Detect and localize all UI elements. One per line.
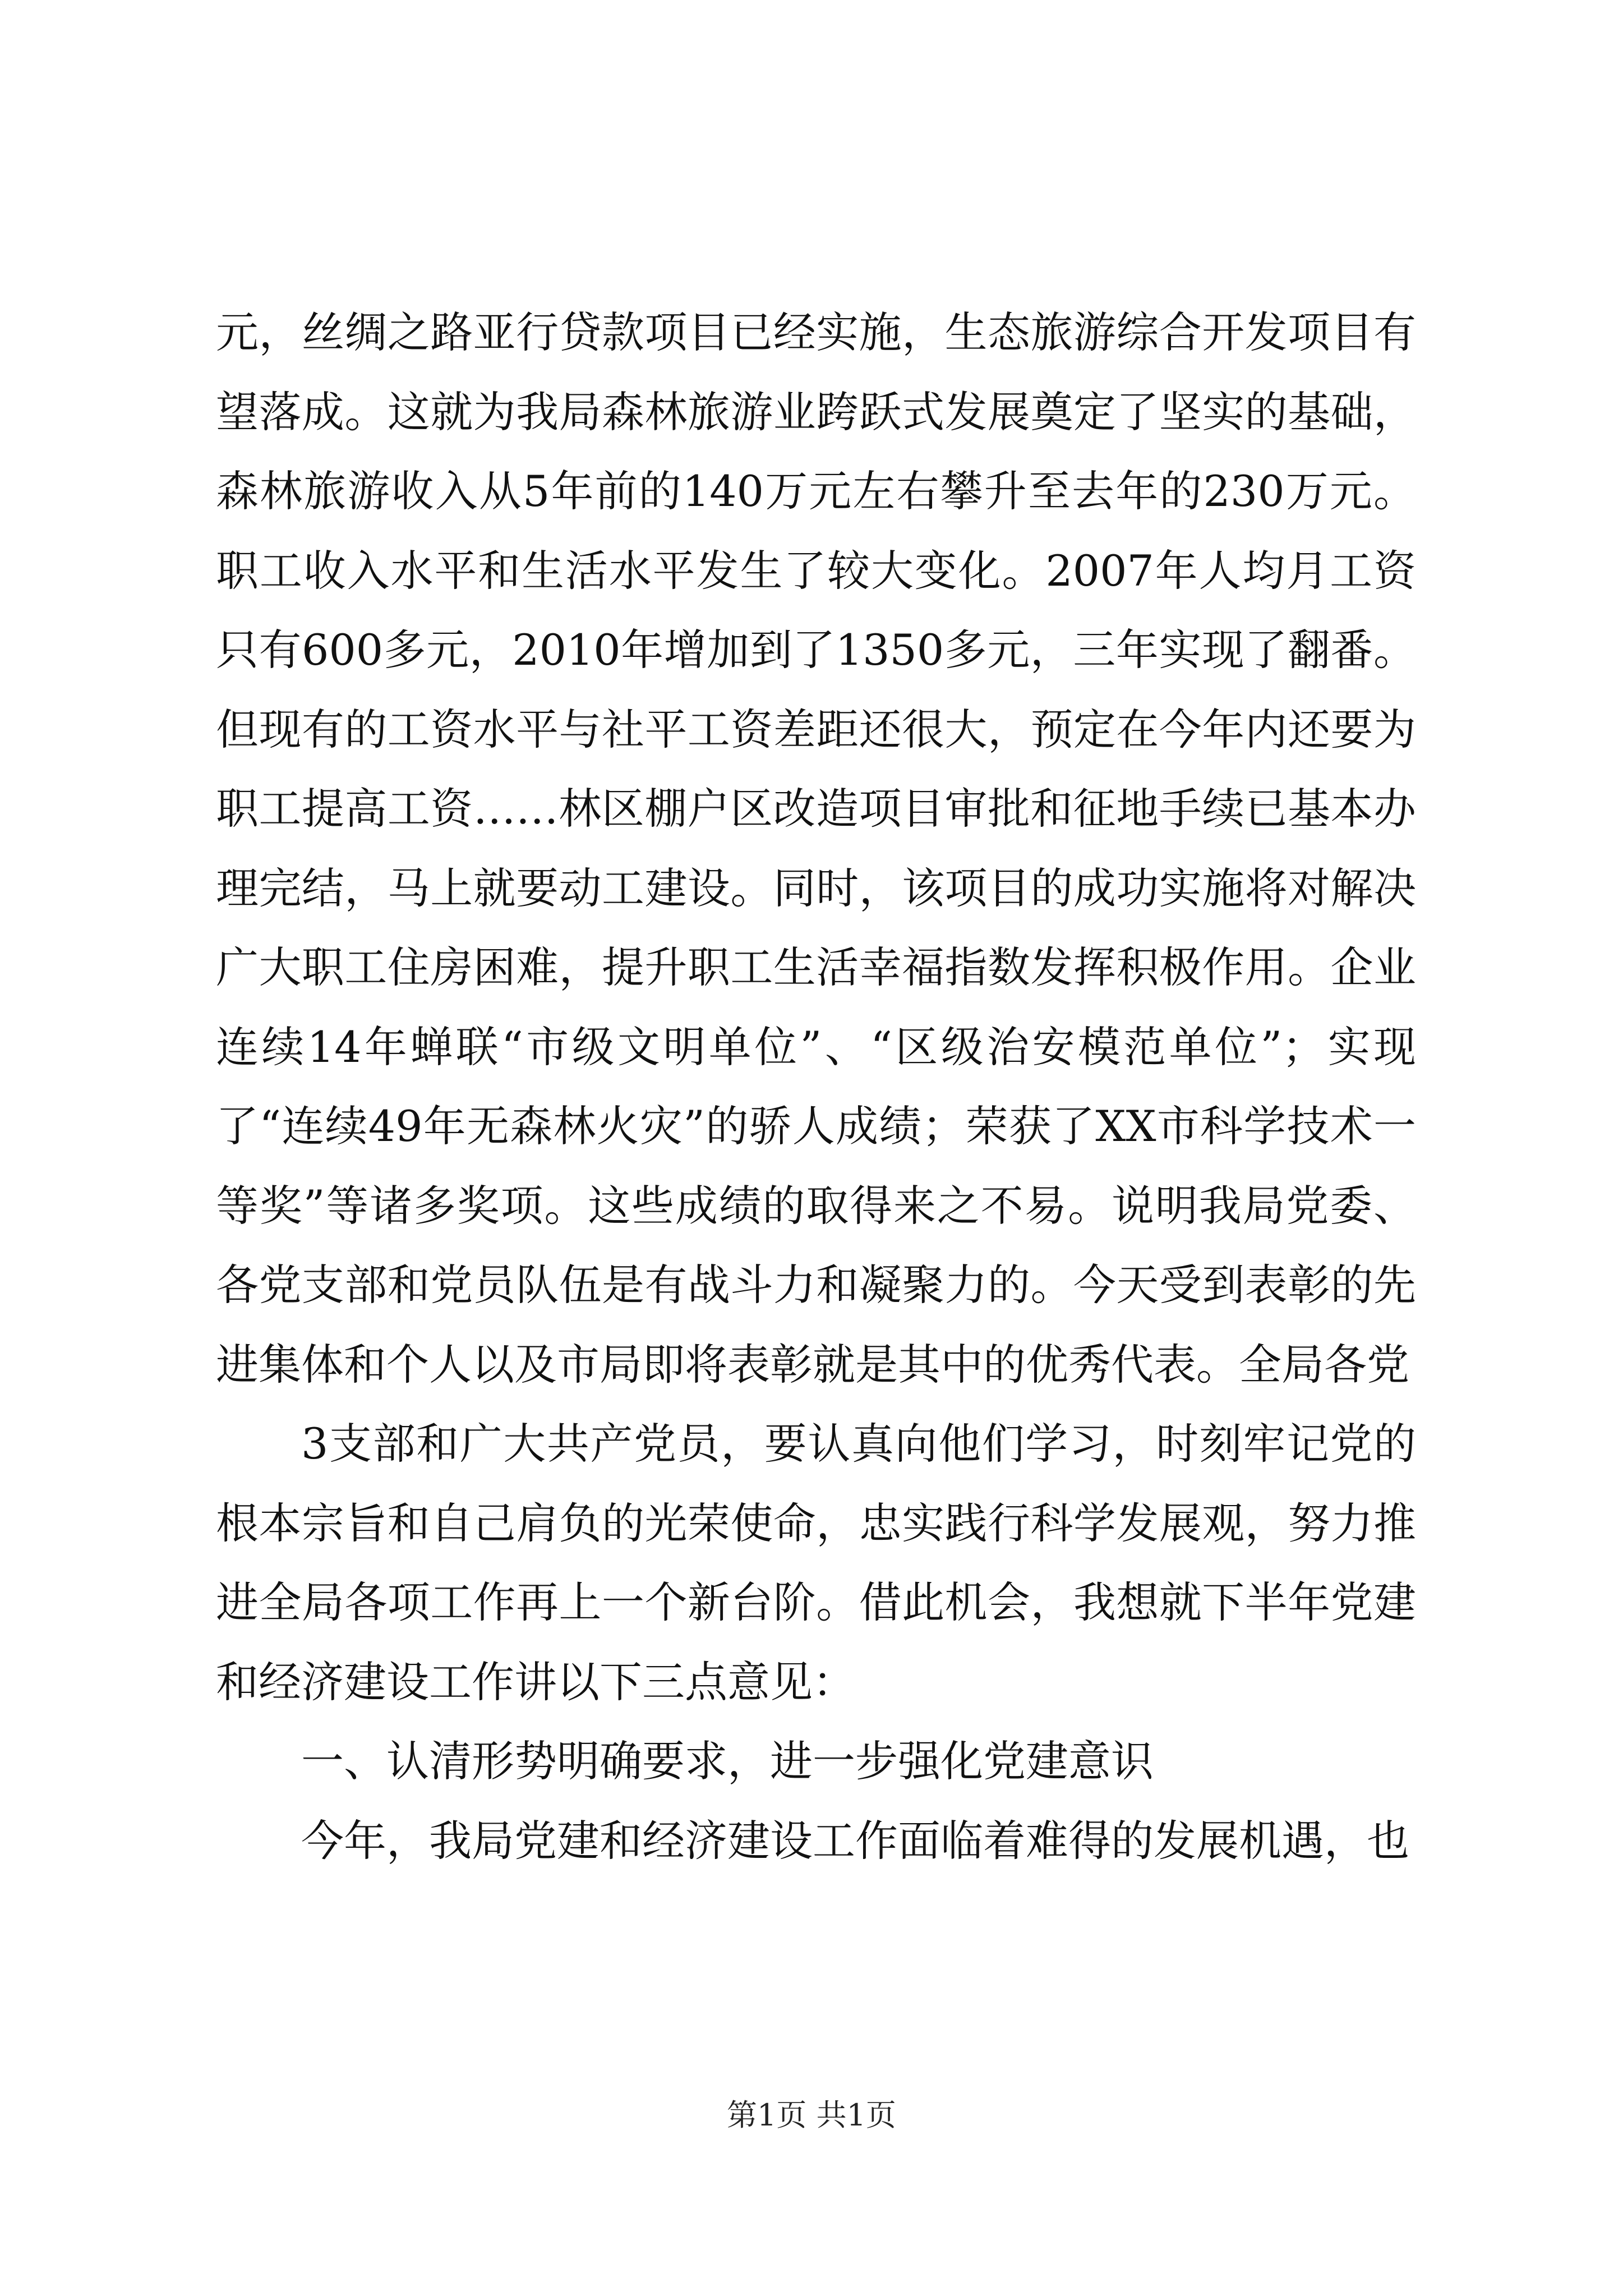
paragraph-2: 3支部和广大共产党员，要认真向他们学习，时刻牢记党的根本宗旨和自己肩负的光荣使命，忠实践行科学发展观，努力推进全局各项工作再上一个新台阶。借此机会，我想就下半年党建和经济建设工作讲以下三点意见： [216, 1419, 1416, 1707]
document-body [216, 293, 1416, 1880]
paragraph-1: 元，丝绸之路亚行贷款项目已经实施，生态旅游综合开发项目有望落成。这就为我局森林旅游业跨跃式发展奠定了坚实的基础，森林旅游收入从5年前的140万元左右攀升至去年的230万元。职工收入水平和生活水平发生了较大变化。2007年人均月工资只有600多元，2010年增加到了1350多元，三年实现了翻番。但现有的工资水平与社平工资差距还很大，预定在今年内还要为职工提高工资……林区棚户区改造项目审批和征地手续已基本办理完结，马上就要动工建设。同时，该项目的成功实施将对解决广大职工住房困难，提升职工生活幸福指数发挥积极作用。企业连续14年蝉联“市级文明单位”、“区级治安模范单位”；实现了“连续49年无森林火灾”的骄人成绩；荣获了XX市科学技术一等奖”等诸多奖项。这些成绩的取得来之不易。说明我局党委、各党支部和党员队伍是有战斗力和凝聚力的。今天受到表彰的先进集体和个人以及市局即将表彰就是其中的优秀代表。全局各党 [216, 307, 1416, 1389]
paragraph-3: 今年，我局党建和经济建设工作面临着难得的发展机遇，也 [301, 1815, 1409, 1866]
section-heading-1: 一、认清形势明确要求，进一步强化党建意识 [301, 1736, 1154, 1786]
page-footer: 第1页 共1页 [727, 2097, 896, 2133]
